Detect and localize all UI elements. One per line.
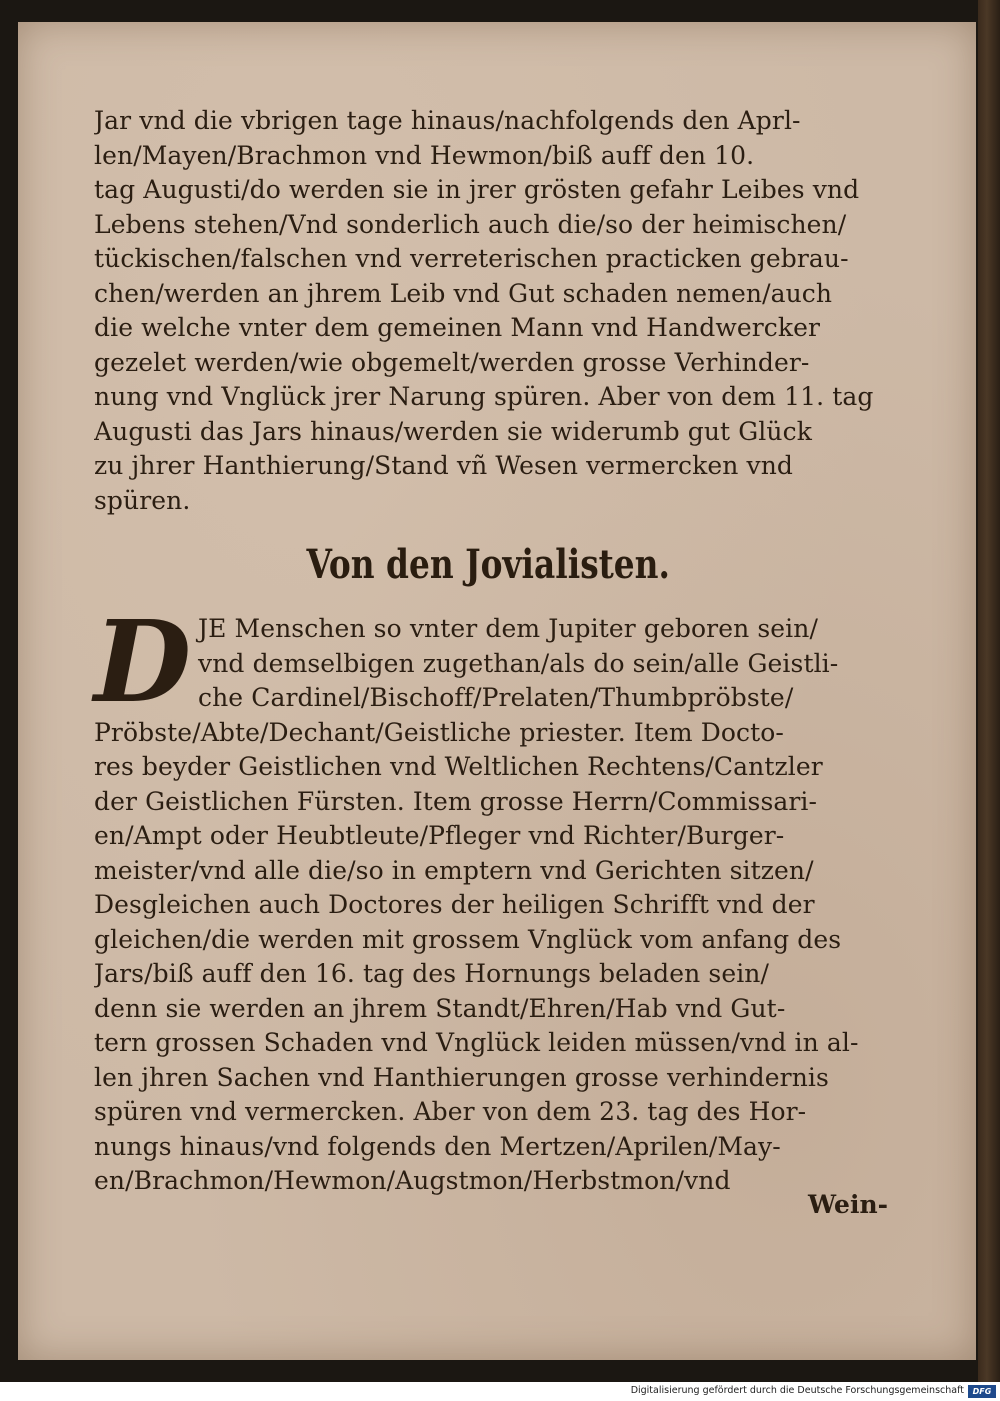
text-line: nung vnd Vnglück jrer Narung spüren. Aber von dem 11. tag [94, 382, 874, 411]
footer-credit: Digitalisierung gefördert durch die Deutsche Forschungsgemeinschaft [630, 1385, 964, 1396]
text-line: len jhren Sachen vnd Hanthierungen grosse verhindernis [94, 1062, 829, 1092]
text-line: tag Augusti/do werden sie in jrer grösten gefahr Leibes vnd [94, 175, 860, 204]
text-line: Lebens stehen/Vnd sonderlich auch die/so der heimischen/ [94, 209, 847, 239]
text-line: meister/vnd alle die/so in emptern vnd Gerichten sitzen/ [94, 855, 814, 885]
text-line: JE Menschen so vnter dem Jupiter geboren sein/ [198, 614, 818, 643]
text-line: vnd demselbigen zugethan/als do sein/alle Geistli- [198, 648, 839, 678]
section-paragraph [94, 597, 906, 1199]
catchword: Wein- [808, 1190, 888, 1219]
text-line: die welche vnter dem gemeinen Mann vnd Handwercker [94, 313, 821, 342]
text-line: tückischen/falschen vnd verreterischen practicken gebrau- [94, 244, 849, 273]
book-edge [978, 0, 1000, 1382]
section-heading: Von den Jovialisten. [306, 541, 670, 588]
text-line: nungs hinaus/vnd folgends den Mertzen/Aprilen/May- [94, 1131, 781, 1161]
text-line: denn sie werden an jhrem Standt/Ehren/Hab vnd Gut- [94, 993, 786, 1023]
text-line: Pröbste/Abte/Dechant/Geistliche priester. Item Docto- [94, 717, 784, 747]
text-line: gleichen/die werden mit grossem Vnglück vom anfang des [94, 924, 842, 954]
text-line: chen/werden an jhrem Leib vnd Gut schaden nemen/auch [94, 278, 833, 308]
dfg-logo[interactable]: DFG [968, 1385, 996, 1398]
text-line: len/Mayen/Brachmon vnd Hewmon/biß auff den 10. [94, 140, 755, 170]
text-line: der Geistlichen Fürsten. Item grosse Herrn/Commissari- [94, 786, 818, 816]
text-line: en/Brachmon/Hewmon/Augstmon/Herbstmon/vnd [94, 1166, 731, 1195]
text-line: gezelet werden/wie obgemelt/werden grosse Verhinder- [94, 347, 810, 377]
text-line: Jars/biß auff den 16. tag des Hornungs beladen sein/ [94, 959, 770, 988]
text-line: zu jhrer Hanthierung/Stand vñ Wesen vermercken vnd [94, 451, 794, 480]
text-line: Jar vnd die vbrigen tage hinaus/nachfolgends den Aprl- [94, 106, 801, 135]
text-line: en/Ampt oder Heubtleute/Pfleger vnd Richter/Burger- [94, 821, 785, 850]
text-line: spüren. [94, 485, 191, 515]
text-line: Augusti das Jars hinaus/werden sie widerumb gut Glück [94, 416, 812, 446]
text-line: res beyder Geistlichen vnd Weltlichen Rechtens/Cantzler [94, 752, 823, 781]
drop-cap: D [94, 597, 192, 728]
text-line: che Cardinel/Bischoff/Prelaten/Thumbpröbste/ [198, 683, 794, 712]
top-paragraph [94, 104, 906, 518]
text-line: Desgleichen auch Doctores der heiligen Schrifft vnd der [94, 890, 815, 919]
text-line: tern grossen Schaden vnd Vnglück leiden müssen/vnd in al- [94, 1028, 859, 1057]
text-line: spüren vnd vermercken. Aber von dem 23. tag des Hor- [94, 1097, 807, 1126]
footer-bar [0, 1382, 1000, 1401]
